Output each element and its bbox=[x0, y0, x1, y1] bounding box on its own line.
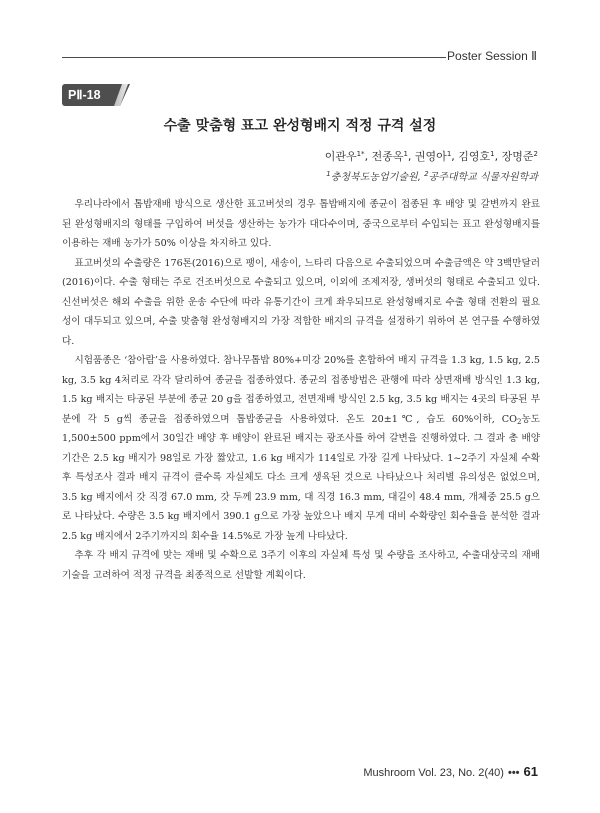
co2-subscript: 2 bbox=[516, 417, 522, 426]
paragraph-background: 우리나라에서 톱밥재배 방식으로 생산한 표고버섯의 경우 톱밥배지에 종균이 접종된 후 배양 및 갈변까지 완료된 완성형배지의 형태를 구입하여 버섯을 생산하는 농가가 대다수이며, 중국으로부터 수입되는 표고 완성형배지를 이용하는 재배 농가가 50% 이상을 차지하고 있다. bbox=[62, 199, 540, 249]
paragraph-purpose: 표고버섯의 수출량은 176톤(2016)으로 팽이, 새송이, 느타리 다음으로 수출되었으며 수출금액은 약 3백만달러(2016)이다. 수출 형태는 주로 건조버섯으로 수출되고 있으며, 이외에 조제저장, 생버섯의 형태로 수출되고 있다. 신선버섯은 해외 수출을 위한 운송 수단에 따라 유통기간이 크게 좌우되므로 완성형배지로 수출 형태 전환의 필요성이 대두되고 있으며, 수출 맞춤형 완성형배지의 가장 적합한 배지의 규격을 설정하기 위하여 본 연구를 수행하였다. bbox=[62, 257, 540, 347]
author-superscript: 2 bbox=[533, 150, 538, 158]
author-name: 김영호 bbox=[458, 150, 491, 163]
paper-title: 수출 맞춤형 표고 완성형배지 적정 규격 설정 bbox=[163, 118, 437, 134]
author-name: 이관우 bbox=[324, 150, 357, 163]
author-separator: , bbox=[407, 150, 415, 163]
author-separator: , bbox=[494, 150, 502, 163]
affiliation-text: 공주대학교 식물자원학과 bbox=[428, 172, 538, 183]
author-superscript: 1 bbox=[403, 150, 408, 158]
author-separator: , bbox=[364, 150, 372, 163]
author-separator: , bbox=[451, 150, 459, 163]
author-superscript: 1* bbox=[356, 150, 365, 158]
poster-code-badge: PⅡ-18 bbox=[62, 84, 120, 106]
journal-citation: Mushroom Vol. 23, No. 2(40) bbox=[363, 767, 504, 779]
affiliation-text: 충청북도농업기술원, bbox=[330, 172, 425, 183]
affiliation-superscript: 2 bbox=[424, 170, 429, 178]
author-superscript: 1 bbox=[446, 150, 452, 158]
affiliations bbox=[326, 168, 538, 183]
author-list bbox=[325, 148, 538, 164]
session-header: Poster Session Ⅱ bbox=[447, 49, 537, 63]
page-number: 61 bbox=[523, 764, 538, 779]
affiliation-superscript: 1 bbox=[326, 170, 331, 178]
footer-dots: ••• bbox=[507, 767, 520, 779]
header-rule bbox=[62, 57, 446, 58]
methods-text-part2: 농도 1,500±500 ppm에서 30일간 배양 후 배양이 완료된 배지는 광조사를 하여 갈변을 진행하였다. 그 결과 총 배양기간은 2.5 kg 배지가 98일로 가장 짧았고, 1.6 kg 배지가 114일로 가장 길게 나타났다. 1~2주기 자실체 수확 후 특성조사 결과 배지 규격이 클수록 자실체도 다소 크게 생육된 것으로 나타났으나 처리별 유의성은 없었으며, 3.5 kg 배지에서 갓 직경 67.0 mm, 갓 두께 23.9 mm, 대 직경 16.3 mm, 대길이 48.4 mm, 개체중 25.5 g으로 나타났다. 수량은 3.5 kg 배지에서 390.1 g으로 가장 높았으나 배지 무게 대비 수확량인 회수율을 분석한 결과 2.5 kg 배지에서 2주기까지의 회수율 14.5%로 가장 높게 나타났다. bbox=[62, 413, 540, 542]
author-superscript: 1 bbox=[490, 150, 495, 158]
paragraph-methods-results bbox=[62, 351, 540, 546]
page-footer bbox=[363, 764, 538, 779]
methods-text-part1: 시험품종은 ‘참아람’을 사용하였다. 참나무톱밥 80%+미강 20%를 혼합하여 배지 규격을 1.3 kg, 1.5 kg, 2.5 kg, 3.5 kg 4처리로 각각 달리하여 종균을 접종하였다. 종균의 접종방법은 관행에 따라 상면재배 방식인 1.3 kg, 1.5 kg 배지는 타공된 부분에 종균 20 g을 접종하였고, 전면재배 방식인 2.5 kg, 3.5 kg 배지는 4곳의 타공된 부분에 각 5 g씩 종균을 접종하였으며 톱밥종균을 사용하였다. 온도 20±1℃, 습도 60%이하, CO bbox=[62, 355, 540, 425]
paragraph-future-plan: 추후 각 배지 규격에 맞는 재배 및 수확으로 3주기 이후의 자실체 특성 및 수량을 조사하고, 수출대상국의 재배기술을 고려하여 적정 규격을 최종적으로 선발할 계획이다. bbox=[62, 550, 540, 581]
abstract-body bbox=[62, 195, 540, 585]
author-name: 장명준 bbox=[501, 150, 534, 163]
author-name: 전종옥 bbox=[371, 150, 404, 163]
author-name: 권영아 bbox=[414, 150, 447, 163]
